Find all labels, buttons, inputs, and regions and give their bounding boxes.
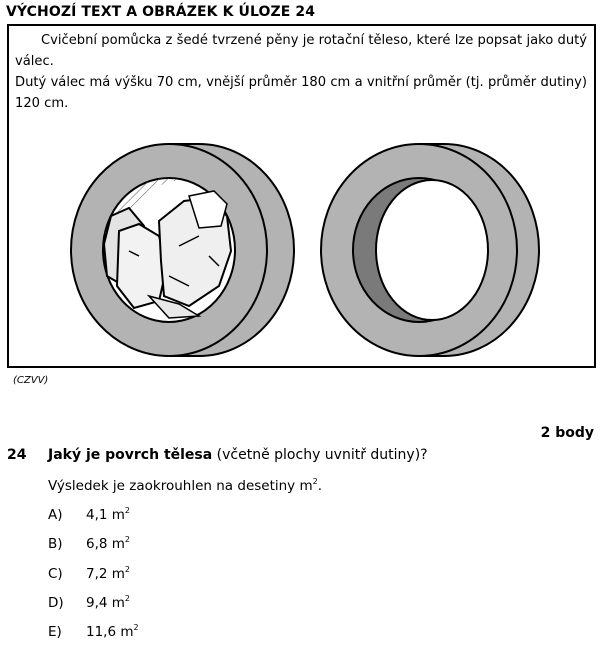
intro-line-2: Dutý válec má výšku 70 cm, vnější průměr 180 cm a vnitřní průměr (tj. průměr dutiny) 120 cm. xyxy=(15,75,587,111)
option-d[interactable] xyxy=(48,594,130,611)
option-value: 9,4 m xyxy=(86,595,125,611)
rounding-note-sup: 2 xyxy=(312,477,318,486)
intro-box xyxy=(7,24,596,368)
option-label: B) xyxy=(48,536,63,552)
option-a[interactable] xyxy=(48,506,130,523)
option-sup: 2 xyxy=(133,623,139,632)
option-value: 7,2 m xyxy=(86,566,125,582)
option-value: 4,1 m xyxy=(86,507,125,523)
intro-line-1: Cvičební pomůcka z šedé tvrzené pěny je rotační těleso, které lze popsat jako dutý válec. xyxy=(15,33,587,69)
option-label: E) xyxy=(48,624,62,640)
rounding-note-end: . xyxy=(317,478,323,494)
image-credit: (CZVV) xyxy=(13,375,49,386)
section-heading: VÝCHOZÍ TEXT A OBRÁZEK K ÚLOZE 24 xyxy=(6,4,316,20)
option-sup: 2 xyxy=(124,535,131,544)
option-e[interactable] xyxy=(48,623,139,640)
option-sup: 2 xyxy=(124,506,131,515)
cylinder-figure xyxy=(49,136,569,361)
option-value: 11,6 m xyxy=(86,624,134,640)
option-value: 6,8 m xyxy=(86,536,125,552)
question-text xyxy=(48,447,428,463)
question-bold-part: Jaký je povrch tělesa xyxy=(48,447,213,463)
option-sup: 2 xyxy=(124,565,131,574)
empty-cylinder-illustration xyxy=(321,144,539,356)
option-sup: 2 xyxy=(124,594,131,603)
points-label: 2 body xyxy=(540,425,594,441)
rounding-note-text: Výsledek je zaokrouhlen na desetiny m xyxy=(48,478,313,494)
option-label: D) xyxy=(48,595,64,611)
question-number: 24 xyxy=(7,447,27,463)
question-rest: (včetně plochy uvnitř dutiny)? xyxy=(212,447,428,463)
rounding-note xyxy=(48,477,322,494)
option-b[interactable] xyxy=(48,535,130,552)
intro-text xyxy=(15,30,587,114)
option-label: A) xyxy=(48,507,63,523)
cylinder-with-foam-illustration xyxy=(71,144,294,356)
option-c[interactable] xyxy=(48,565,130,582)
option-label: C) xyxy=(48,566,63,582)
